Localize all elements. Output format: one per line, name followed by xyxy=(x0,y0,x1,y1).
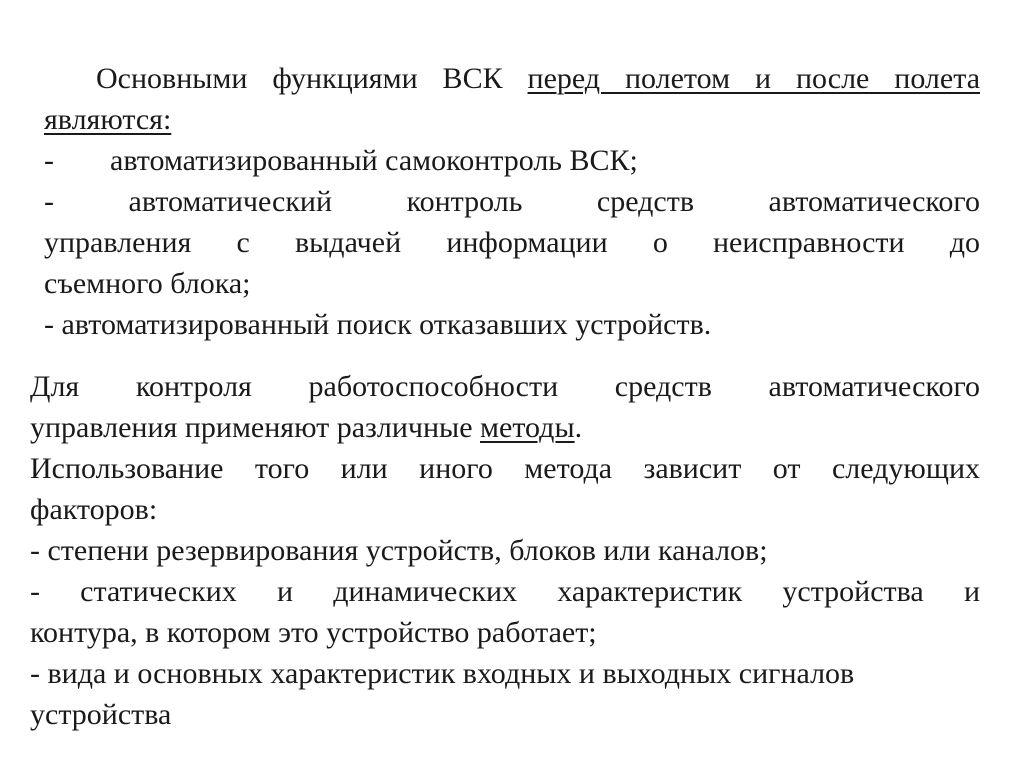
factor-item-2-line-2: контура, в котором это устройство работает; xyxy=(30,616,597,649)
factors-para-line-2: факторов: xyxy=(30,493,158,526)
functions-block xyxy=(44,58,980,345)
function-item-1 xyxy=(44,140,980,181)
function-item-3: - автоматизированный поиск отказавших устройств. xyxy=(44,308,712,341)
methods-para-line-1: Для контроля работоспособности средств автоматического xyxy=(30,370,980,403)
factor-item-2-line-1: - статических и динамических характеристик устройства и xyxy=(30,575,980,608)
functions-intro-line xyxy=(44,58,980,99)
factor-item-1: - степени резервирования устройств, блоков или каналов; xyxy=(30,534,768,567)
methods-para-period: . xyxy=(574,411,583,444)
functions-intro-text: Основными функциями ВСК xyxy=(96,62,528,95)
function-item-2-line-3: съемного блока; xyxy=(44,267,251,300)
functions-intro-underlined-2: являются: xyxy=(44,103,172,136)
methods-para-line-2 xyxy=(30,407,980,448)
factor-item-3-line-1: - вида и основных характеристик входных и выходных сигналов xyxy=(30,657,855,690)
function-item-1-dash: - xyxy=(44,144,54,177)
functions-intro-underlined: перед полетом и после полета xyxy=(527,62,981,95)
functions-intro-line-2 xyxy=(44,99,980,140)
function-item-2-line-2: управления с выдачей информации о неисправности до xyxy=(44,226,980,259)
factors-para-line-1: Использование того или иного метода зависит от следующих xyxy=(30,452,980,485)
function-item-1-text: автоматизированный самоконтроль ВСК; xyxy=(110,144,638,177)
methods-para-text: управления применяют различные xyxy=(30,411,481,444)
methods-underlined: методы xyxy=(480,411,575,444)
methods-block xyxy=(30,366,980,735)
factor-item-3-line-2: устройства xyxy=(30,698,172,731)
function-item-2-line-1: - автоматический контроль средств автоматического xyxy=(44,185,980,218)
